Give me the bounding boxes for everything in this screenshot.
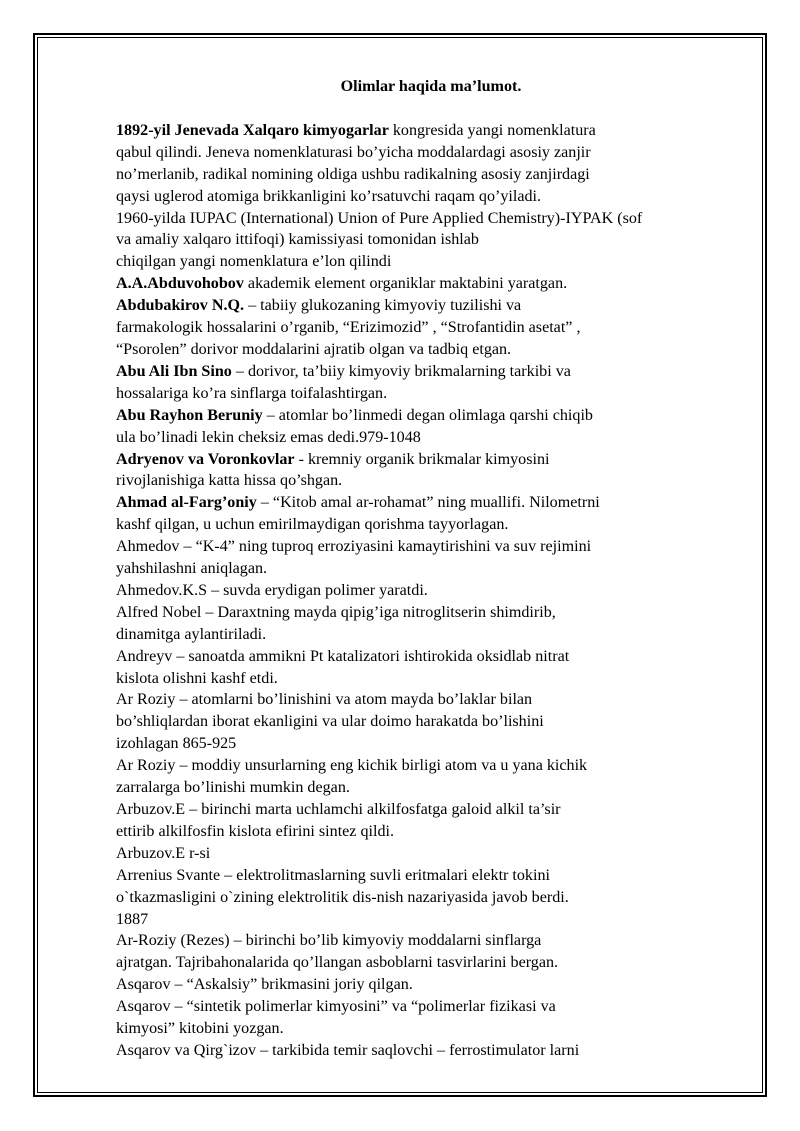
- paragraph-entry: [116, 974, 746, 996]
- paragraph-entry: [116, 580, 746, 602]
- line-text: Alfred Nobel – Daraxtning mayda qipig’iga nitroglitserin shimdirib,: [116, 603, 556, 621]
- text-line: [116, 755, 746, 777]
- text-line: [116, 142, 746, 164]
- paragraph-entry: [116, 273, 746, 295]
- text-line: [116, 646, 746, 668]
- line-text: 1887: [116, 910, 149, 928]
- text-line: [116, 558, 746, 580]
- text-line: [116, 733, 746, 755]
- scientist-name: 1892-yil Jenevada Xalqaro kimyogarlar: [116, 121, 389, 139]
- scientist-name: Abu Ali Ibn Sino: [116, 362, 232, 380]
- line-text: akademik element organiklar maktabini yaratgan.: [243, 275, 568, 293]
- text-line: [116, 952, 746, 974]
- line-text: ettirib alkilfosfin kislota efirini sintez qildi.: [116, 822, 395, 840]
- text-line: [116, 317, 746, 339]
- line-text: Ahmedov – “K-4” ning tuproq erroziyasini kamaytirishini va suv rejimini: [116, 538, 592, 556]
- line-text: Ahmedov.K.S – suvda erydigan polimer yaratdi.: [116, 581, 428, 599]
- text-line: [116, 580, 746, 602]
- paragraph-entry: [116, 492, 746, 536]
- line-text: ajratgan. Tajribahonalarida qo’llangan asboblarni tasvirlarini bergan.: [116, 954, 559, 972]
- text-line: [116, 229, 746, 251]
- text-line: [116, 777, 746, 799]
- paragraph-entry: [116, 449, 746, 493]
- scientist-name: A.A.Abduvohobov: [116, 275, 244, 293]
- text-line: [116, 711, 746, 733]
- text-line: [116, 689, 746, 711]
- text-line: [116, 514, 746, 536]
- paragraph-entry: [116, 536, 746, 580]
- paragraph-entry: [116, 843, 746, 865]
- paragraph-entry: [116, 120, 746, 273]
- paragraph-entry: [116, 361, 746, 405]
- paragraph-entry: [116, 646, 746, 690]
- line-text: “Psorolen” dorivor moddalarini ajratib olgan va tadbiq etgan.: [116, 340, 512, 358]
- line-text: o`tkazmasligini o`zining elektrolitik dis-nish nazariyasida javob berdi.: [116, 888, 569, 906]
- text-line: [116, 164, 746, 186]
- line-text: – tabiiy glukozaning kimyoviy tuzilishi va: [244, 297, 522, 315]
- line-text: Arrenius Svante – elektrolitmaslarning suvli eritmalari elektr tokini: [116, 866, 550, 884]
- text-line: [116, 624, 746, 646]
- text-line: [116, 865, 746, 887]
- line-text: kislota olishni kashf etdi.: [116, 669, 278, 687]
- line-text: kongresida yangi nomenklatura: [388, 121, 596, 139]
- line-text: kimyosi” kitobini yozgan.: [116, 1020, 284, 1038]
- scientist-name: Abu Rayhon Beruniy: [116, 406, 263, 424]
- paragraph-entry: [116, 930, 746, 974]
- text-line: [116, 383, 746, 405]
- line-text: ula bo’linadi lekin cheksiz emas dedi.979-1048: [116, 428, 421, 446]
- paragraph-entry: [116, 755, 746, 799]
- text-line: [116, 930, 746, 952]
- line-text: yahshilashni aniqlagan.: [116, 560, 268, 578]
- text-line: [116, 186, 746, 208]
- text-line: [116, 295, 746, 317]
- line-text: kashf qilgan, u uchun emirilmaydigan qorishma tayyorlagan.: [116, 516, 509, 534]
- text-line: [116, 799, 746, 821]
- line-text: Asqarov va Qirg`izov – tarkibida temir saqlovchi – ferrostimulator larni: [116, 1041, 580, 1059]
- text-line: [116, 208, 746, 230]
- text-line: [116, 996, 746, 1018]
- line-text: – atomlar bo’linmedi degan olimlaga qarshi chiqib: [262, 406, 593, 424]
- text-line: [116, 821, 746, 843]
- text-line: [116, 273, 746, 295]
- text-line: [116, 909, 746, 931]
- line-text: – “Kitob amal ar-rohamat” ning muallifi. Nilometrni: [256, 494, 600, 512]
- text-line: [116, 1018, 746, 1040]
- line-text: farmakologik hossalarini o’rganib, “Erizimozid” , “Strofantidin asetat” ,: [116, 319, 581, 337]
- line-text: hossalariga ko’ra sinflarga toifalashtirgan.: [116, 384, 388, 402]
- scientist-name: Abdubakirov N.Q.: [116, 297, 245, 315]
- document-body: [116, 76, 746, 1062]
- text-line: [116, 361, 746, 383]
- text-line: [116, 1040, 746, 1062]
- paragraph-entry: [116, 405, 746, 449]
- line-text: Ar Roziy – atomlarni bo’linishini va atom mayda bo’laklar bilan: [116, 691, 533, 709]
- paragraph-entry: [116, 1040, 746, 1062]
- line-text: Arbuzov.E r-si: [116, 844, 211, 862]
- paragraph-entry: [116, 996, 746, 1040]
- paragraph-entry: [116, 865, 746, 931]
- scientist-name: Adryenov va Voronkovlar: [116, 450, 295, 468]
- paragraph-entry: [116, 689, 746, 755]
- line-text: Asqarov – “Askalsiy” brikmasini joriy qilgan.: [116, 976, 413, 994]
- text-line: [116, 470, 746, 492]
- text-line: [116, 974, 746, 996]
- line-text: dinamitga aylantiriladi.: [116, 625, 267, 643]
- text-line: [116, 887, 746, 909]
- line-text: Ar-Roziy (Rezes) – birinchi bo’lib kimyoviy moddalarni sinflarga: [116, 932, 542, 950]
- text-line: [116, 492, 746, 514]
- text-line: [116, 843, 746, 865]
- text-line: [116, 427, 746, 449]
- line-text: qabul qilindi. Jeneva nomenklaturasi bo’yicha moddalardagi asosiy zanjir: [116, 143, 591, 161]
- line-text: rivojlanishiga katta hissa qo’shgan.: [116, 472, 343, 490]
- line-text: Ar Roziy – moddiy unsurlarning eng kichik birligi atom va u yana kichik: [116, 757, 588, 775]
- line-text: Andreyv – sanoatda ammikni Pt katalizatori ishtirokida oksidlab nitrat: [116, 647, 570, 665]
- line-text: bo’shliqlardan iborat ekanligini va ular doimo harakatda bo’lishini: [116, 713, 544, 731]
- line-text: no’merlanib, radikal nomining oldiga ushbu radikalning asosiy zanjirdagi: [116, 165, 590, 183]
- paragraph-entry: [116, 799, 746, 843]
- text-line: [116, 668, 746, 690]
- line-text: - kremniy organik brikmalar kimyosini: [294, 450, 550, 468]
- text-line: [116, 120, 746, 142]
- text-line: [116, 536, 746, 558]
- line-text: qaysi uglerod atomiga brikkanligini ko’rsatuvchi raqam qo’yiladi.: [116, 187, 542, 205]
- scientist-name: Ahmad al-Farg’oniy: [116, 494, 257, 512]
- text-line: [116, 405, 746, 427]
- line-text: va amaliy xalqaro ittifoqi) kamissiyasi tomonidan ishlab: [116, 231, 479, 249]
- line-text: Arbuzov.E – birinchi marta uchlamchi alkilfosfatga galoid alkil ta’sir: [116, 801, 561, 818]
- paragraph-entry: [116, 602, 746, 646]
- paragraph-entry: [116, 295, 746, 361]
- entries-list: [116, 120, 746, 1062]
- line-text: zarralarga bo’linishi mumkin degan.: [116, 779, 350, 797]
- document-title: Olimlar haqida ma’lumot.: [340, 78, 522, 95]
- text-line: [116, 339, 746, 361]
- line-text: chiqilgan yangi nomenklatura e’lon qilindi: [116, 253, 392, 271]
- line-text: 1960-yilda IUPAC (International) Union of Pure Applied Chemistry)-IYPAK (sof: [116, 209, 643, 227]
- line-text: Asqarov – “sintetik polimerlar kimyosini” va “polimerlar fizikasi va: [116, 998, 556, 1016]
- line-text: – dorivor, ta’biiy kimyoviy brikmalarning tarkibi va: [231, 362, 571, 380]
- line-text: izohlagan 865-925: [116, 735, 237, 753]
- text-line: [116, 449, 746, 471]
- text-line: [116, 602, 746, 624]
- text-line: [116, 251, 746, 273]
